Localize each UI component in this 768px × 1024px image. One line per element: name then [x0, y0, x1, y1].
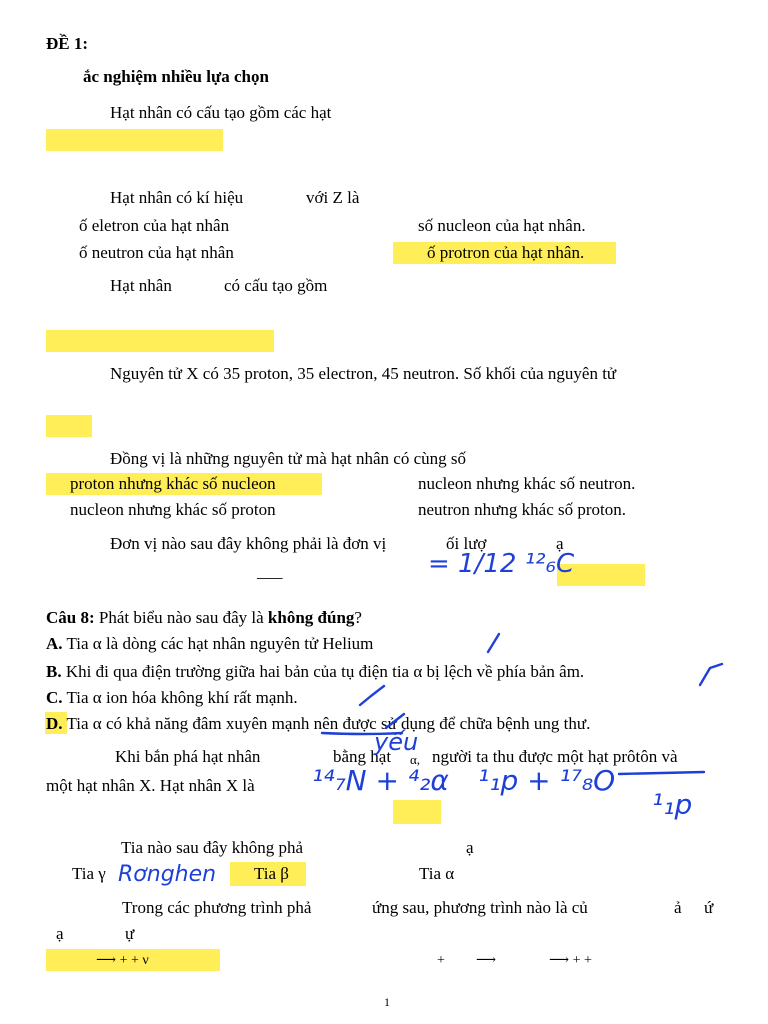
q11-stem-4: ứ	[704, 898, 714, 917]
handwritten-reaction-left: ¹⁴₇N + ⁴₂α	[312, 764, 449, 797]
q10-stem-1: Tia nào sau đây không phả	[121, 838, 304, 857]
q9-line1-a: Khi bắn phá hạt nhân	[115, 747, 261, 766]
q8-option-c	[46, 688, 298, 708]
check-mark-c	[360, 686, 384, 705]
q3-answer-highlight	[46, 330, 274, 352]
q8-label: Câu 8:	[46, 608, 95, 627]
q1-stem: Hạt nhân có cấu tạo gồm các hạt	[110, 103, 332, 122]
handwritten-yeu: yếu	[374, 728, 419, 756]
q10-stem-2: ạ	[466, 838, 474, 857]
q5-option-c: nucleon nhưng khác số proton	[70, 500, 276, 519]
q10-option-a: Tia γ	[72, 864, 106, 883]
q8-option-a	[46, 634, 373, 654]
handwritten-proton-note: ¹₁p	[652, 788, 693, 821]
q8-stem	[46, 608, 362, 628]
handwritten-reaction-right: ¹₁p + ¹⁷₈O	[478, 764, 616, 797]
underline-hat-proton	[619, 772, 704, 774]
q8-option-c-label: C.	[46, 688, 63, 707]
q8-stem-post: ?	[354, 608, 362, 627]
q3-stem-1: Hạt nhân	[110, 276, 172, 295]
q8-option-d	[46, 714, 590, 734]
q11-line2-b: ự	[125, 924, 135, 943]
q8-stem-pre: Phát biểu nào sau đây là	[98, 608, 264, 627]
q8-option-b	[46, 662, 584, 682]
q6-stem-1: Đơn vị nào sau đây không phải là đơn vị	[110, 534, 387, 553]
q6-stem-3: ạ	[556, 534, 564, 553]
q2-stem-2: với Z là	[306, 188, 360, 207]
exam-title: ĐỀ 1:	[46, 34, 89, 53]
handwritten-mass-unit: = 1/12 ¹²₆C	[428, 549, 575, 579]
q11-option-b-arrow: ⟶	[476, 953, 497, 968]
q9-line2: một hạt nhân X. Hạt nhân X là	[46, 776, 255, 795]
q8-option-b-text: Khi đi qua điện trường giữa hai bản của tụ điện tia α bị lệch về phía bản âm.	[65, 662, 585, 681]
q8-option-d-text: Tia α có khả năng đâm xuyên mạnh nên được sử dụng để chữa bệnh ung thư.	[66, 714, 591, 733]
q2-option-c: ố neutron của hạt nhân	[79, 243, 234, 262]
q2-option-a: ố eletron của hạt nhân	[79, 216, 230, 235]
q8-option-c-text: Tia α ion hóa không khí rất mạnh.	[66, 688, 298, 707]
q4-stem: Nguyên tử X có 35 proton, 35 electron, 45 neutron. Số khối của nguyên tử	[110, 364, 617, 383]
section-heading: ắc nghiệm nhiều lựa chọn	[83, 67, 269, 86]
q1-answer-highlight	[46, 129, 223, 151]
q11-line2-a: ạ	[56, 924, 64, 943]
q8-option-a-text: Tia α là dòng các hạt nhân nguyên tử Helium	[66, 634, 374, 653]
q10-option-b: Tia β	[254, 864, 289, 883]
q11-stem-2: ứng sau, phương trình nào là củ	[372, 898, 588, 917]
q11-option-a-equation: ⟶ + + ν	[96, 953, 149, 968]
page-number: 1	[384, 995, 390, 1009]
q2-stem: Hạt nhân có kí hiệu	[110, 188, 244, 207]
q8-stem-bold: không đúng	[267, 608, 355, 627]
q6-blank: ___	[257, 562, 283, 581]
q11-stem-1: Trong các phương trình phả	[122, 898, 312, 917]
q11-stem-3: ả	[674, 898, 682, 917]
q8-option-b-label: B.	[46, 662, 62, 681]
q9-answer-highlight	[393, 800, 441, 824]
handwritten-gamma-note: Rơnghen	[118, 862, 217, 887]
q9-line1-b: bằng hạt	[333, 747, 392, 766]
check-mark-b	[700, 664, 722, 685]
q2-option-b: số nucleon của hạt nhân.	[418, 216, 586, 235]
q5-option-a: proton nhưng khác số nucleon	[70, 474, 276, 493]
q5-stem: Đồng vị là những nguyên tử mà hạt nhân có cùng số	[110, 449, 467, 468]
q11-option-c-equation: ⟶ + +	[549, 953, 592, 968]
q8-option-d-label: D.	[46, 714, 63, 733]
q4-answer-highlight	[46, 415, 92, 437]
q8-option-a-label: A.	[46, 634, 63, 653]
q5-option-b: nucleon nhưng khác số neutron.	[418, 474, 636, 493]
q3-stem-2: có cấu tạo gồm	[224, 276, 328, 295]
check-mark-a	[488, 634, 499, 652]
q10-option-c: Tia α	[419, 864, 455, 883]
q9-alpha: α,	[410, 752, 421, 767]
q6-stem-2: ối lượ	[446, 534, 487, 553]
q11-option-b-plus: +	[437, 953, 445, 968]
q2-option-d: ố protron của hạt nhân.	[427, 243, 585, 262]
q5-option-d: neutron nhưng khác số proton.	[418, 500, 626, 519]
q9-line1-c: người ta thu được một hạt prôtôn và	[432, 747, 678, 766]
